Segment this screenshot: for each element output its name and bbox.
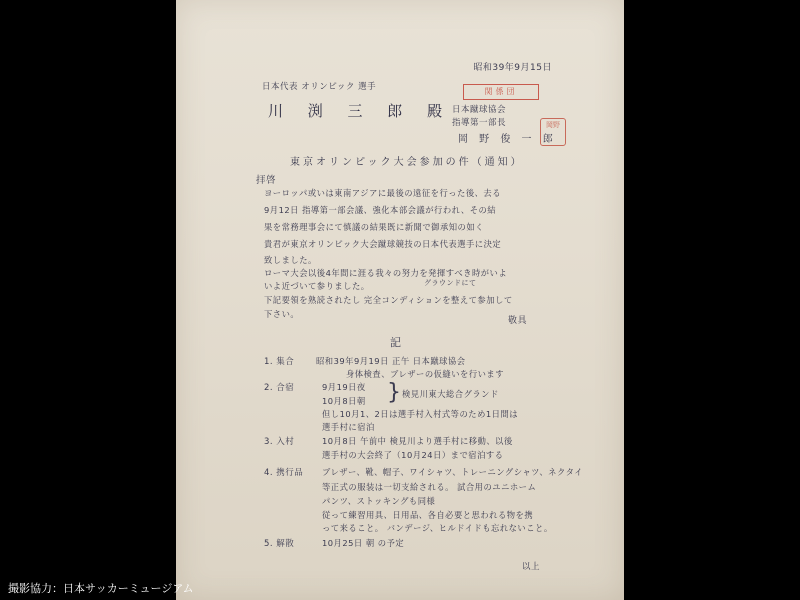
body-line: 果を常務理事会にて慎議の結果既に新聞で御承知の如く	[264, 222, 484, 232]
item-line: 10月25日 朝 の予定	[322, 538, 405, 548]
item-line: パンツ、ストッキングも同様	[322, 496, 436, 506]
addressee-title: 日本代表 オリンピック 選手	[262, 82, 377, 92]
item-label: 2. 合宿	[264, 383, 295, 393]
item-label: 5. 解散	[264, 539, 295, 549]
item-line: 身体検査、ブレザーの仮縫いを行います	[346, 369, 505, 379]
item-line: ブレザー、靴、帽子、ワイシャツ、トレーニングシャツ、ネクタイ	[322, 467, 584, 477]
item-line: 従って練習用具、日用品、各自必要と思われる物を携	[322, 510, 534, 520]
sender-name: 岡 野 俊 一 郎	[458, 134, 557, 145]
sender-department: 指導第一部長	[452, 118, 507, 128]
item-line: 9月19日夜	[322, 382, 366, 392]
letter-paper	[176, 0, 624, 600]
item-line: 10月8日 午前中 検見川より選手村に移動、以後	[322, 436, 513, 446]
photo-credit: 撮影協力：日本サッカーミュージアム	[8, 582, 194, 595]
item-label: 1. 集合	[264, 357, 295, 367]
greeting: 拝啓	[256, 175, 277, 186]
addressee-name: 川 渕 三 郎 殿	[268, 102, 453, 120]
item-line: 但し10月1、2日は選手村入村式等のため1日間は	[322, 409, 519, 419]
item-line: 選手村に宿泊	[322, 422, 375, 432]
body-line: いよ近づいて参りました。	[264, 281, 370, 291]
item-line: って来ること。 バンデージ、ヒルドイドも忘れないこと。	[322, 523, 553, 533]
body-line: ヨーロッパ或いは東南アジアに最後の遠征を行った後、去る	[264, 188, 502, 198]
item-line: 昭和39年9月19日 正午 日本蹴球協会	[316, 356, 466, 366]
ijou-closing: 以上	[522, 562, 541, 572]
ki-heading: 記	[390, 336, 402, 349]
item-label: 3. 入村	[264, 437, 295, 447]
body-line: ローマ大会以後4年間に涯る我々の努力を発揮すべき時がいよ	[264, 268, 508, 278]
body-line: 9月12日 指導第一部会議、強化本部会議が行われ、その結	[264, 205, 497, 215]
item-line: 選手村の大会終了（10月24日）まで宿泊する	[322, 450, 504, 460]
letter-date: 昭和39年9月15日	[473, 63, 552, 73]
item-label: 4. 携行品	[264, 468, 304, 478]
item-line: 等正式の服装は一切支給される。 試合用のユニホーム	[322, 482, 537, 492]
brace-symbol: }	[387, 380, 401, 405]
closing: 敬具	[508, 316, 528, 326]
letter-subject: 東京オリンピック大会参加の件（通知）	[290, 157, 524, 168]
item-line: 10月8日朝	[322, 396, 366, 406]
sender-organization: 日本蹴球協会	[452, 105, 507, 115]
red-stamp: 関係団	[463, 84, 539, 100]
body-line: 下記要領を熟読されたし 完全コンディションを整えて参加して	[264, 295, 513, 305]
body-line: 下さい。	[264, 309, 300, 319]
body-line: 貴君が東京オリンピック大会蹴球競技の日本代表選手に決定	[264, 239, 502, 249]
personal-seal: 岡野	[540, 118, 566, 146]
body-line: 致しました。	[264, 255, 317, 265]
item-side-text: 検見川東大総合グランド	[402, 389, 499, 399]
inserted-note: グラウンドにて	[424, 279, 477, 287]
